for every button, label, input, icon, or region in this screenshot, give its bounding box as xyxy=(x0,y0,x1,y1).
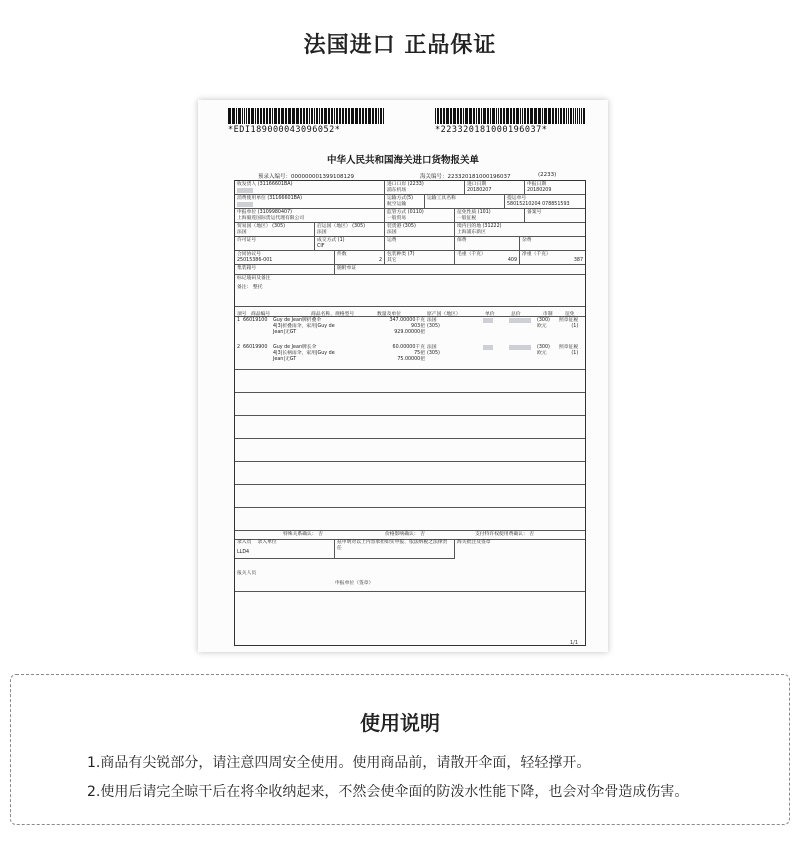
barcode-bar xyxy=(450,108,452,124)
barcode-bar xyxy=(476,108,477,124)
barcode-bar xyxy=(257,108,259,124)
barcode-bar xyxy=(492,108,495,124)
barcode-bar xyxy=(538,108,541,124)
marks-cell: 标记唛码及备注 备注： 整托 xyxy=(235,275,585,307)
instructions-title: 使用说明 xyxy=(360,711,440,735)
barcode-bar xyxy=(457,108,459,124)
barcode-bar xyxy=(246,108,247,124)
net-cell: 净重（千克） 387 xyxy=(520,251,585,265)
barcode-bar xyxy=(314,108,315,124)
barcode-bar xyxy=(435,108,436,124)
barcode-right-text: *223320181000196037* xyxy=(435,125,548,135)
barcode-bar xyxy=(483,108,486,124)
barcode-bar xyxy=(453,108,456,124)
barcode-bar xyxy=(255,108,256,124)
barcode-bar xyxy=(292,108,295,124)
barcode-bar xyxy=(579,108,580,124)
license-cell: 许可证号 xyxy=(235,237,315,251)
barcode-bar xyxy=(542,108,543,124)
barcode-bar xyxy=(300,108,302,124)
gross-cell: 毛重（千克） 409 xyxy=(455,251,520,265)
barcode-bar xyxy=(324,108,327,124)
barcode-bar xyxy=(285,108,287,124)
entry-port-cell: 进口口岸 (2233) 浦东机场 xyxy=(385,181,465,195)
barcode-bar xyxy=(440,108,442,124)
declarant-sign-label: 申报单位（签章） xyxy=(335,581,374,586)
freight-cell: 运费 xyxy=(385,237,455,251)
barcode-bar xyxy=(463,108,464,124)
terms-cell: 成交方式 (1) CIF xyxy=(315,237,385,251)
customs-code: (2233) xyxy=(538,172,557,178)
barcode-bar xyxy=(263,108,265,124)
barcode-bar xyxy=(336,108,338,124)
barcode-bar xyxy=(460,108,462,124)
barcode-bar xyxy=(575,108,576,124)
barcode-bar xyxy=(383,108,384,124)
port-cell: 装货港 (305) 法国 xyxy=(385,223,455,237)
barcode-bar xyxy=(328,108,330,124)
barcode-bar xyxy=(568,108,569,124)
barcode-bar xyxy=(345,108,347,124)
barcode-bar xyxy=(548,108,551,124)
barcode-bar xyxy=(281,108,284,124)
barcode-bar xyxy=(278,108,280,124)
contract-cell: 合同协议号 25015386-001 xyxy=(235,251,335,265)
declaration-form: 收发货人 (31166601BA) 进口口岸 (2233) 浦东机场 进口日期 20180207 申报日期 20180209 消费使用单位 (31166601BA) 运输方式(5) 航空运输 运输工具名称 提运单号 58015210204 078851593 申报单位 (3109980407) 上海毅莲国际货运代理有限公司 监管方式 (0110) 一般贸易 征免性质 (101) 一般征税 备案号 贸易国（地区） (305) 法国 启运国（地区） (305) 法国 装货港 (305) 法国 境内目的地 (31222) 上海浦东新区 许可证号 成交方式 (1) CIF 运费 保费 杂费 合同协议号 25015386-001 件数 2 包装种类 (7) 其它 毛重（千克） 409 净重（千克） 387 集装箱号 随附单证 标记唛码及备注 备注： 整托 项号 商品编号 商品名称、规格型号 数量及单位 原产国（地区） 单价 总价 币制 征免 1 66019100 Guy de Jean牌折叠伞 4|3|折叠雨伞，家用|Guy de Jean|无GT 347.00000千克 903把 929.00000把 法国 (305) (300) 欧元 照章征税 (1) 2 66019900 Guy de Jean牌长伞 4|3|长柄雨伞，家用|Guy de Jean|无GT 60.00000千克 75把 75.00000把 法国 (305) (300) 欧元 照章征税 (1) 特殊关系确认： 否 价格影响确认： 否 支付特许权使用费确认： 否 录入员 录入单位 LLD4 兹申明对以上内容承担如实申报、依法纳税之法律责任 海关批注及签章 报关人员 申报单位（签章） xyxy=(234,180,586,646)
barcode-left-text: *EDI189000043096052* xyxy=(228,125,341,135)
barcode-bar xyxy=(228,108,231,124)
declare-date-cell: 申报日期 20180209 xyxy=(525,181,585,195)
barcode-bar xyxy=(342,108,344,124)
barcode-bar xyxy=(583,108,585,124)
barcode-bar xyxy=(558,108,559,124)
instruction-line-1: 1.商品有尖锐部分，请注意四周安全使用。使用商品前，请散开伞面，轻轻撑开。 xyxy=(87,755,591,771)
barcode-bar xyxy=(248,108,250,124)
barcode-bar xyxy=(303,108,305,124)
barcode-bar xyxy=(560,108,562,124)
barcode-bar xyxy=(566,108,567,124)
barcode-bar xyxy=(266,108,268,124)
goods-table-header: 项号 商品编号 商品名称、规格型号 数量及单位 原产国（地区） 单价 总价 币制 征免 xyxy=(235,309,585,317)
barcode-bar xyxy=(443,108,445,124)
instructions-box xyxy=(10,674,790,825)
barcode-bar xyxy=(437,108,439,124)
barcode-bar xyxy=(288,108,291,124)
barcode-bar xyxy=(272,108,273,124)
customs-note-cell: 海关批注及签章 xyxy=(457,540,491,545)
barcode-bar xyxy=(473,108,475,124)
barcode-bar xyxy=(563,108,565,124)
barcode-bar xyxy=(577,108,578,124)
barcode-bar xyxy=(251,108,254,124)
customs-number: 海关编号：223320181000196037 xyxy=(420,174,511,180)
insurance-cell: 保费 xyxy=(455,237,520,251)
barcode-bar xyxy=(319,108,320,124)
reporter-label: 报关人员 xyxy=(237,571,257,576)
vehicle-cell: 运输工具名称 xyxy=(425,195,505,209)
barcode-bar xyxy=(573,108,574,124)
bl-cell: 提运单号 58015210204 078851593 xyxy=(505,195,585,209)
barcode-bar xyxy=(365,108,367,124)
supervision-cell: 监管方式 (0110) 一般贸易 xyxy=(385,209,455,223)
barcode-bars xyxy=(435,108,586,124)
trade-country-cell: 贸易国（地区） (305) 法国 xyxy=(235,223,315,237)
barcode-bar xyxy=(481,108,482,124)
barcode-bar xyxy=(465,108,468,124)
instruction-line-2: 2.使用后请完全晾干后在将伞收纳起来，不然会使伞面的防泼水性能下降，也会对伞骨造成伤害。 xyxy=(87,784,689,800)
barcode-bar xyxy=(242,108,243,124)
barcode-bar xyxy=(238,108,241,124)
statement-cell: 兹申明对以上内容承担如实申报、依法纳税之法律责任 xyxy=(335,539,455,559)
barcode-bar xyxy=(527,108,529,124)
royalty: 支付特许权使用费确认： 否 xyxy=(475,532,535,537)
barcode-bar xyxy=(498,108,499,124)
docs-cell: 随附单证 xyxy=(335,265,585,275)
pre-entry-number: 预录入编号：000000001399108129 xyxy=(258,174,355,180)
barcode-bar xyxy=(552,108,554,124)
form-title: 中华人民共和国海关进口货物报关单 xyxy=(326,155,479,166)
declarant-cell: 申报单位 (3109980407) 上海毅莲国际货运代理有限公司 xyxy=(235,209,385,223)
barcode-bar xyxy=(510,108,512,124)
barcode-bar xyxy=(375,108,377,124)
barcode-bar xyxy=(380,108,382,124)
barcode-bar xyxy=(372,108,374,124)
barcode-bar xyxy=(378,108,379,124)
barcode-bar xyxy=(334,108,335,124)
barcode-bar xyxy=(339,108,341,124)
dest-cell: 境内目的地 (31222) 上海浦东新区 xyxy=(455,223,585,237)
barcode-bar xyxy=(348,108,350,124)
container-cell: 集装箱号 xyxy=(235,265,335,275)
consignee-cell: 收发货人 (31166601BA) xyxy=(235,181,385,195)
barcode-bar xyxy=(516,108,519,124)
barcode-bar xyxy=(524,108,526,124)
barcode-bar xyxy=(244,108,245,124)
barcode-bar xyxy=(306,108,308,124)
barcode-bar xyxy=(446,108,449,124)
barcode-bar xyxy=(500,108,502,124)
page-number: 1/1 xyxy=(569,640,578,646)
barcode-bar xyxy=(359,108,361,124)
barcode-bar xyxy=(555,108,557,124)
barcode-bar xyxy=(362,108,364,124)
transport-cell: 运输方式(5) 航空运输 xyxy=(385,195,425,209)
barcode-bar xyxy=(506,108,509,124)
barcode-bar xyxy=(269,108,271,124)
barcode-bar xyxy=(570,108,572,124)
barcode-bar xyxy=(296,108,299,124)
barcode-bar xyxy=(478,108,480,124)
barcode-bar xyxy=(316,108,318,124)
misc-cell: 杂费 xyxy=(520,237,585,251)
special-relation: 特殊关系确认： 否 xyxy=(283,532,323,537)
barcode-bar xyxy=(522,108,523,124)
barcode-bars xyxy=(228,108,385,124)
barcode-bar xyxy=(530,108,533,124)
barcode-bar xyxy=(503,108,505,124)
barcode-bar xyxy=(232,108,235,124)
origin-cell: 启运国（地区） (305) 法国 xyxy=(315,223,385,237)
consumer-cell: 消费使用单位 (31166601BA) xyxy=(235,195,385,209)
barcode-bar xyxy=(236,108,237,124)
pieces-cell: 件数 2 xyxy=(335,251,385,265)
barcode-bar xyxy=(260,108,262,124)
tax-cell: 征免性质 (101) 一般征税 xyxy=(455,209,525,223)
barcode-bar xyxy=(309,108,310,124)
record-cell: 备案号 xyxy=(525,209,585,223)
barcode-bar xyxy=(355,108,358,124)
barcode-bar xyxy=(581,108,582,124)
barcode-bar xyxy=(490,108,491,124)
barcode-bar xyxy=(351,108,354,124)
barcode-bar xyxy=(513,108,515,124)
barcode-bar xyxy=(544,108,547,124)
import-date-cell: 进口日期 20180207 xyxy=(465,181,525,195)
packing-cell: 包装种类 (7) 其它 xyxy=(385,251,455,265)
barcode-bar xyxy=(368,108,371,124)
barcode-bar xyxy=(331,108,333,124)
customs-declaration-image xyxy=(198,100,608,652)
barcode-right xyxy=(435,108,586,135)
page-headline: 法国进口 正品保证 xyxy=(303,33,497,58)
barcode-bar xyxy=(469,108,472,124)
barcode-bar xyxy=(321,108,323,124)
barcode-bar xyxy=(487,108,489,124)
filer-cell: 录入员 录入单位 LLD4 xyxy=(235,539,335,559)
barcode-left xyxy=(228,108,385,135)
barcode-bar xyxy=(274,108,277,124)
barcode-bar xyxy=(311,108,313,124)
barcode-bar xyxy=(520,108,521,124)
barcode-bar xyxy=(534,108,537,124)
price-impact: 价格影响确认： 否 xyxy=(385,532,425,537)
barcode-bar xyxy=(496,108,497,124)
